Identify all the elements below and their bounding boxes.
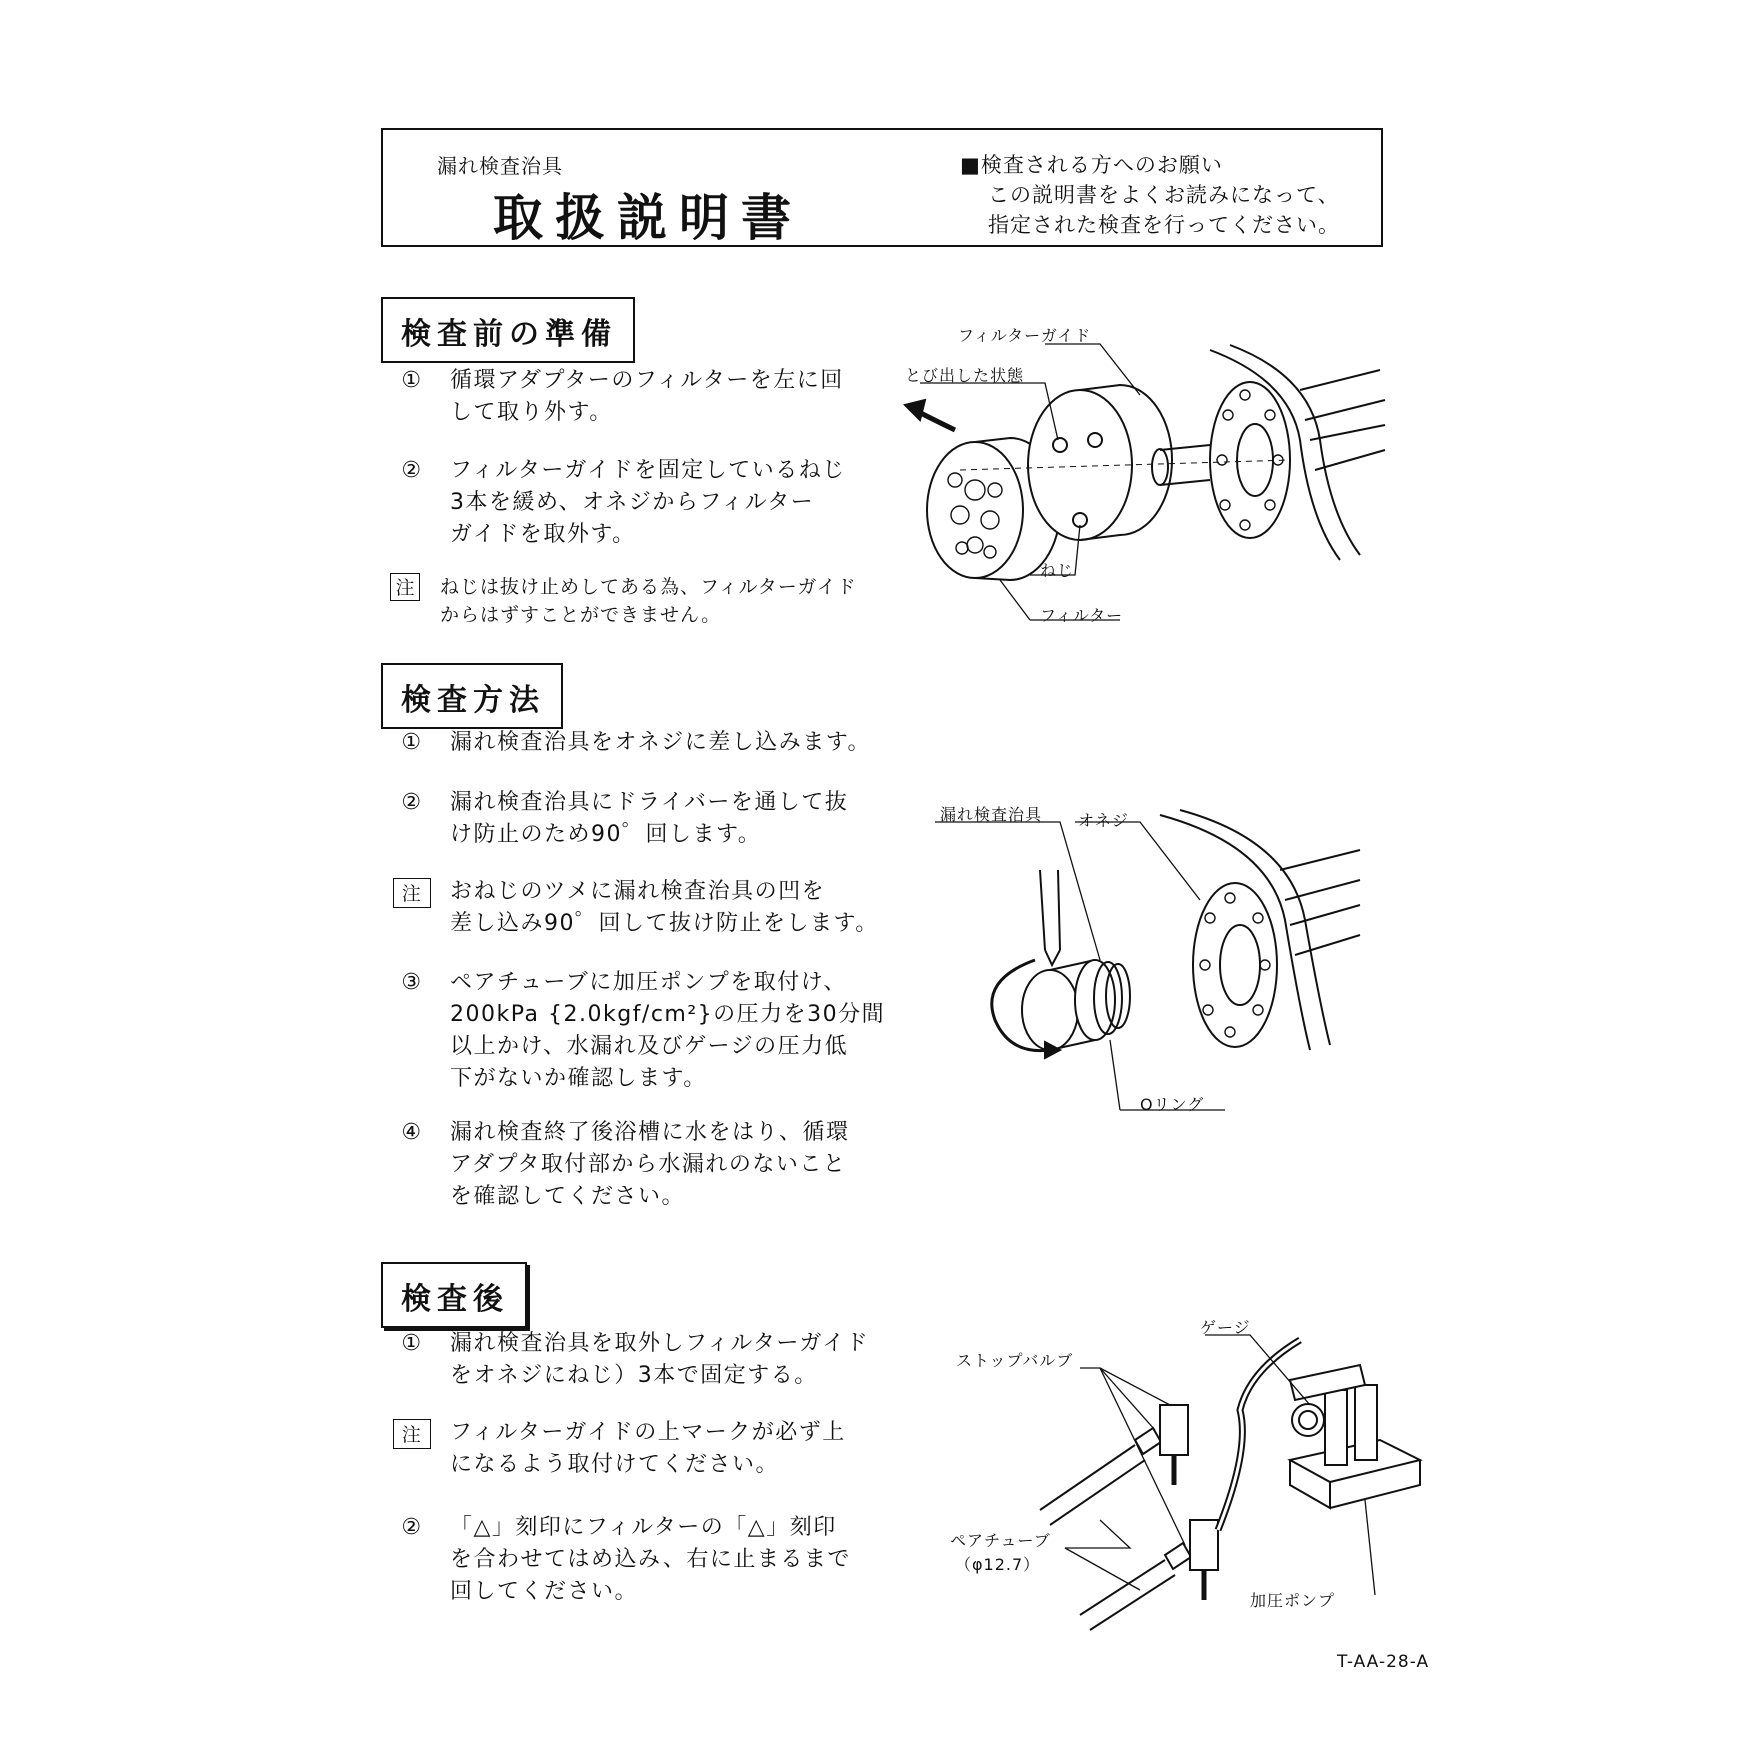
step-line: ペアチューブに加圧ポンプを取付け、	[450, 970, 847, 995]
label-screw: ねじ	[1040, 561, 1075, 580]
label-pair-tube: ペアチューブ	[950, 1531, 1051, 1550]
step-number: ②	[401, 1515, 423, 1540]
document-code: T-AA-28-A	[1337, 1652, 1430, 1672]
step-line: 漏れ検査治具を取外しフィルターガイド	[450, 1331, 870, 1356]
step-line: をオネジにねじ）3本で固定する。	[450, 1363, 818, 1388]
note-line: からはずすことができません。	[440, 604, 722, 626]
label-filter-guide: フィルターガイド	[958, 326, 1092, 345]
step-number: ①	[401, 1331, 423, 1356]
step-line: 以上かけ、水漏れ及びゲージの圧力低	[450, 1034, 849, 1059]
step-line: を確認してください。	[450, 1184, 686, 1209]
label-male-thread: オネジ	[1078, 811, 1129, 830]
request-title: ■検査される方へのお願い	[960, 153, 1223, 177]
step-line: 循環アダプターのフィルターを左に回	[450, 368, 844, 393]
step-line: ガイドを取外す。	[450, 522, 636, 547]
step-line: フィルターガイドの上マークが必ず上	[450, 1420, 846, 1445]
step-line: 漏れ検査治具にドライバーを通して抜	[450, 790, 849, 815]
section-heading-method: 検査方法	[381, 663, 563, 729]
step-line: け防止のため90゜回します。	[450, 822, 762, 847]
step-number: ①	[401, 730, 423, 755]
step-line: 漏れ検査治具をオネジに差し込みます。	[450, 730, 872, 755]
request-line-1: この説明書をよくお読みになって、	[988, 183, 1340, 207]
label-pump: 加圧ポンプ	[1250, 1591, 1336, 1610]
note-mark: 注	[393, 878, 431, 908]
section-heading-preparation: 検査前の準備	[381, 297, 635, 363]
document-subtitle: 漏れ検査治具	[437, 154, 563, 178]
note-line: ねじは抜け止めしてある為、フィルターガイド	[440, 576, 857, 598]
step-line: になるよう取付けてください。	[450, 1452, 780, 1477]
note-mark: 注	[393, 1419, 431, 1449]
label-gauge: ゲージ	[1200, 1318, 1251, 1337]
step-line: 漏れ検査終了後浴槽に水をはり、循環	[450, 1120, 850, 1145]
label-filter: フィルター	[1040, 606, 1124, 625]
label-popped-out: とび出した状態	[905, 366, 1025, 385]
request-line-2: 指定された検査を行ってください。	[988, 213, 1340, 237]
step-line: 「△」刻印にフィルターの「△」刻印	[450, 1515, 837, 1540]
step-line: アダプタ取付部から水漏れのないこと	[450, 1152, 847, 1177]
step-line: を合わせてはめ込み、右に止まるまで	[450, 1547, 851, 1572]
step-number: ①	[401, 368, 423, 393]
step-line: 差し込み90゜回して抜け防止をします。	[450, 911, 879, 936]
step-number: ③	[401, 970, 423, 995]
document-title: 取扱説明書	[493, 189, 803, 247]
label-stop-valve: ストップバルブ	[956, 1351, 1074, 1370]
note-mark: 注	[390, 573, 420, 601]
step-line: フィルターガイドを固定しているねじ	[450, 458, 846, 483]
label-pair-tube-size: （φ12.7）	[955, 1555, 1041, 1574]
step-line: 200kPa {2.0kgf/cm²}の圧力を30分間	[450, 1002, 886, 1027]
step-line: おねじのツメに漏れ検査治具の凹を	[450, 879, 826, 904]
label-jig: 漏れ検査治具	[940, 805, 1043, 824]
section-heading-after: 検査後	[381, 1262, 527, 1328]
step-number: ②	[401, 790, 423, 815]
step-line: 回してください。	[450, 1579, 639, 1604]
step-number: ④	[401, 1120, 423, 1145]
step-line: 下がないか確認します。	[450, 1066, 707, 1091]
step-line: して取り外す。	[450, 400, 613, 425]
step-number: ②	[401, 458, 423, 483]
label-o-ring: Oリング	[1140, 1095, 1205, 1114]
step-line: 3本を緩め、オネジからフィルター	[450, 490, 815, 515]
